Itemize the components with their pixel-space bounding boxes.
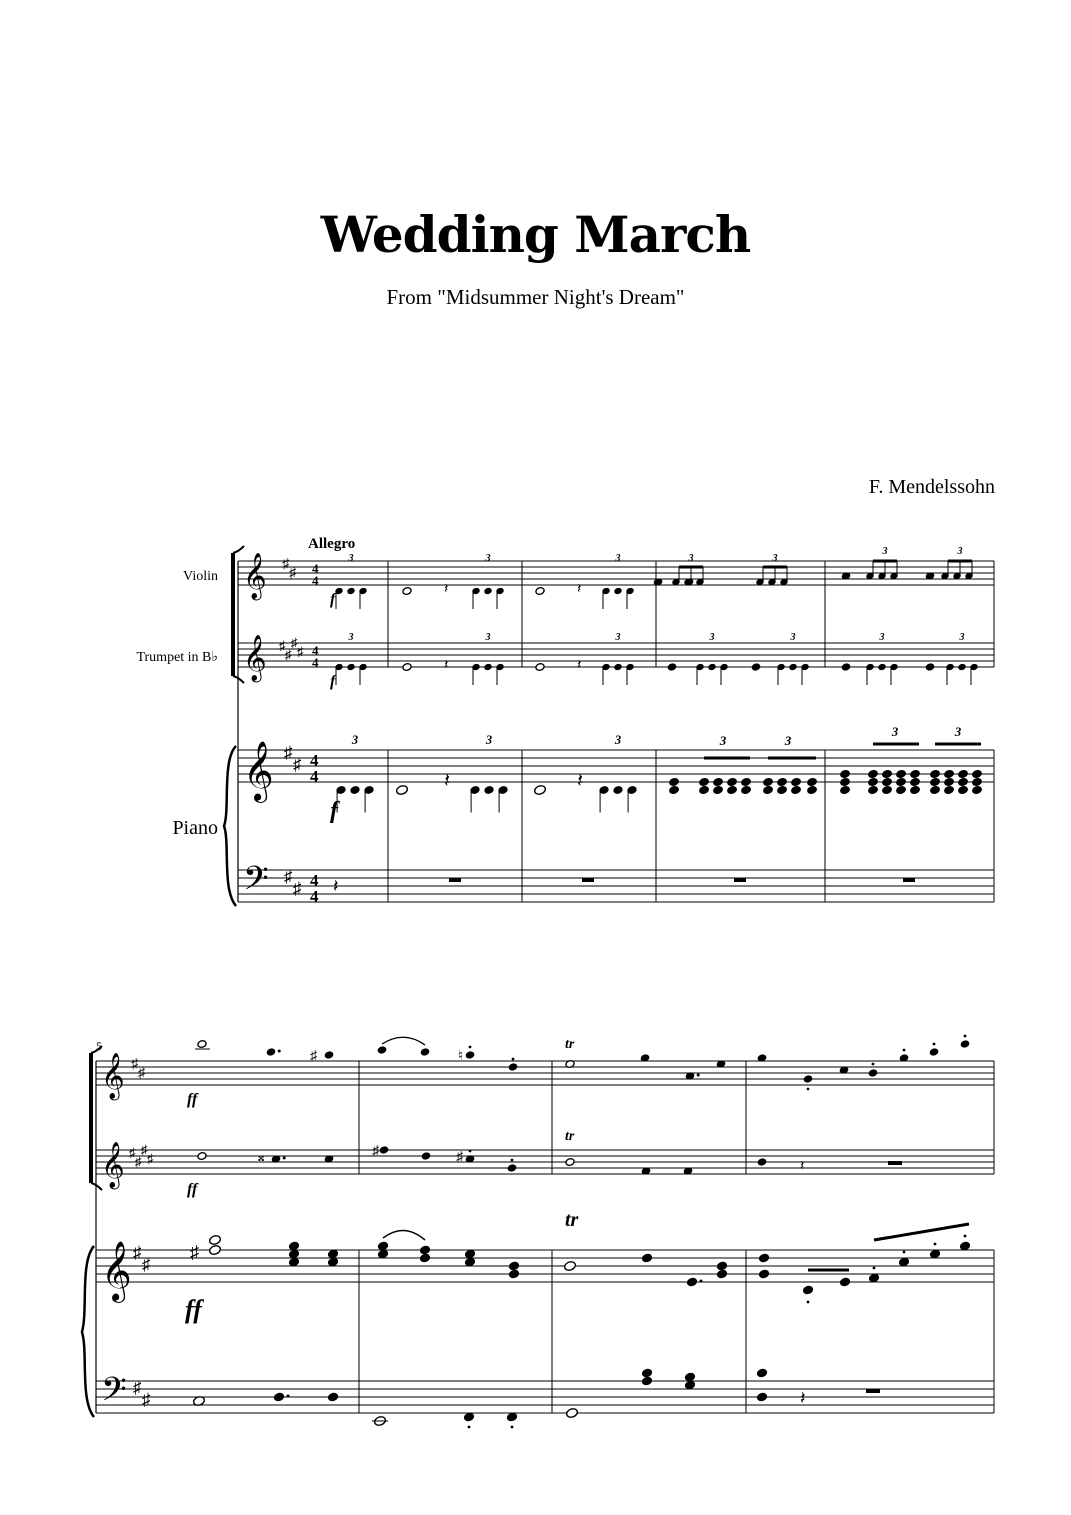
key-signature-trumpet — [279, 635, 304, 662]
piano-bass-staff — [96, 1381, 994, 1413]
note-head — [614, 587, 623, 595]
svg-text:4: 4 — [310, 871, 319, 890]
tuplet-number: 3 — [615, 553, 621, 564]
treble-clef-icon: 𝄞 — [243, 635, 267, 680]
page-subtitle: From "Midsummer Night's Dream" — [386, 285, 685, 309]
note-head — [839, 1277, 851, 1288]
svg-text:4: 4 — [310, 887, 319, 906]
tuplet-number: 3 — [891, 724, 899, 739]
note-head — [957, 777, 968, 787]
note-head — [327, 1392, 339, 1403]
note-head — [197, 1040, 207, 1049]
svg-text:♯: ♯ — [279, 638, 286, 653]
whole-rest-icon — [866, 1389, 880, 1393]
trill-marking: tr — [565, 1129, 575, 1144]
note-head — [776, 785, 787, 795]
quarter-rest-icon: 𝄽 — [444, 658, 449, 673]
note-head — [929, 769, 940, 779]
sharp-icon: ♯ — [310, 1049, 317, 1064]
dynamic-forte: f — [330, 798, 338, 824]
staccato-dot — [934, 1243, 937, 1246]
trumpet-staff — [96, 1150, 994, 1174]
note-head — [508, 1063, 518, 1072]
trumpet-staff — [238, 643, 994, 667]
note-head — [971, 769, 982, 779]
note-head — [740, 777, 751, 787]
svg-text:♯: ♯ — [285, 647, 292, 662]
tuplet-number: 3 — [485, 632, 491, 643]
note-head — [943, 785, 954, 795]
violin-staff — [238, 561, 994, 585]
note-head — [698, 777, 709, 787]
staccato-dot — [512, 1058, 515, 1061]
note-head — [790, 785, 801, 795]
tuplet-number: 3 — [485, 553, 491, 564]
key-signature-piano-bass — [284, 867, 302, 898]
whole-rest-icon — [449, 878, 461, 882]
treble-clef-icon: 𝄞 — [101, 1142, 125, 1187]
tuplet-number: 3 — [709, 632, 715, 643]
note-head — [881, 785, 892, 795]
key-signature-piano-treble — [133, 1243, 151, 1274]
note-head — [839, 785, 850, 795]
note-head — [909, 777, 920, 787]
note-head — [895, 777, 906, 787]
note-head — [402, 663, 412, 672]
svg-text:4: 4 — [310, 767, 319, 786]
note-head — [668, 777, 679, 787]
note-head — [614, 663, 623, 671]
staccato-dot — [872, 1063, 875, 1066]
label-trumpet: Trumpet in B♭ — [136, 650, 218, 665]
svg-text:♯: ♯ — [293, 879, 302, 898]
tuplet-number: 3 — [959, 632, 965, 643]
note-head — [708, 663, 717, 671]
note-head — [535, 663, 545, 672]
quarter-rest-icon: 𝄽 — [577, 658, 582, 673]
augmentation-dot — [287, 1395, 290, 1398]
whole-rest-icon — [734, 878, 746, 882]
quarter-rest-icon: 𝄽 — [800, 1159, 805, 1174]
svg-text:♯: ♯ — [284, 867, 293, 886]
note-head — [957, 785, 968, 795]
notes-system-2 — [190, 1035, 971, 1429]
note-head — [421, 1152, 431, 1161]
note-head — [929, 785, 940, 795]
quarter-rest-icon: 𝄽 — [800, 1388, 806, 1408]
note-head — [971, 785, 982, 795]
staccato-dot — [964, 1035, 967, 1038]
tuplet-number: 3 — [615, 632, 621, 643]
svg-text:♯: ♯ — [282, 557, 289, 572]
svg-text:4: 4 — [312, 643, 319, 658]
treble-clef-icon: 𝄞 — [243, 553, 267, 598]
tuplet-number: 3 — [954, 724, 962, 739]
note-head — [806, 777, 817, 787]
note-head — [507, 1164, 517, 1173]
note-head — [758, 1269, 770, 1280]
svg-text:♯: ♯ — [141, 1142, 148, 1157]
note-head — [273, 1392, 285, 1403]
tuplet-number: 3 — [790, 632, 796, 643]
sharp-icon: ♯ — [372, 1144, 379, 1159]
staccato-dot — [511, 1426, 514, 1429]
augmentation-dot — [283, 1157, 286, 1160]
note-head — [806, 785, 817, 795]
dynamic-forte: f — [330, 591, 336, 608]
note-head — [839, 777, 850, 787]
tuplet-number: 3 — [348, 632, 354, 643]
tuplet-number: 3 — [784, 733, 792, 748]
note-head — [839, 769, 850, 779]
svg-text:4: 4 — [312, 561, 319, 576]
note-head — [878, 663, 887, 671]
staccato-dot — [511, 1159, 514, 1162]
note-head — [347, 663, 356, 671]
staccato-dot — [933, 1043, 936, 1046]
note-head — [943, 769, 954, 779]
note-head — [726, 785, 737, 795]
note-head — [762, 777, 773, 787]
treble-clef-icon: 𝄞 — [101, 1243, 132, 1300]
note-head — [716, 1261, 728, 1272]
tuplet-number: 3 — [614, 733, 622, 747]
note-head — [867, 785, 878, 795]
treble-clef-icon: 𝄞 — [101, 1053, 125, 1098]
barlines-ensemble — [359, 1061, 994, 1174]
note-head — [803, 1075, 813, 1084]
dynamic-fortissimo: ff — [185, 1295, 202, 1324]
note-head — [929, 1048, 939, 1057]
piano-treble-staff — [96, 1250, 994, 1282]
staccato-dot — [873, 1267, 876, 1270]
page-title: Wedding March — [320, 205, 751, 264]
quarter-rest-icon: 𝄽 — [444, 582, 449, 597]
augmentation-dot — [700, 1280, 703, 1283]
svg-text:♯: ♯ — [297, 644, 304, 659]
svg-text:♯: ♯ — [131, 1057, 138, 1072]
note-head — [712, 777, 723, 787]
tuplet-number: 3 — [879, 632, 885, 643]
note-head — [757, 1158, 767, 1167]
note-head — [776, 777, 787, 787]
bass-clef-icon: 𝄢 — [101, 1371, 127, 1416]
whole-rest-icon — [888, 1161, 902, 1165]
note-head — [563, 1260, 576, 1271]
natural-icon: ♮ — [458, 1049, 464, 1064]
note-head — [395, 784, 408, 795]
note-head — [465, 1051, 475, 1060]
dynamic-fortissimo: ff — [187, 1181, 198, 1198]
note-head — [347, 587, 356, 595]
notes-system-1 — [333, 546, 983, 896]
time-signature — [310, 561, 319, 906]
note-head — [484, 663, 493, 671]
note-head — [925, 663, 935, 672]
whole-rest-icon — [903, 878, 915, 882]
note-head — [686, 1277, 698, 1288]
note-head — [641, 1368, 653, 1379]
note-head — [958, 663, 967, 671]
note-head — [960, 1040, 970, 1049]
note-head — [881, 769, 892, 779]
staccato-dot — [469, 1150, 472, 1153]
note-head — [895, 785, 906, 795]
composer-name: F. Mendelssohn — [868, 476, 995, 498]
note-head — [484, 587, 493, 595]
staccato-dot — [903, 1251, 906, 1254]
note-head — [756, 1368, 768, 1379]
note-head — [841, 663, 851, 672]
note-head — [535, 587, 545, 596]
label-piano: Piano — [172, 817, 218, 839]
augmentation-dot — [697, 1074, 700, 1077]
dynamic-fortissimo: ff — [187, 1091, 198, 1108]
svg-text:♯: ♯ — [291, 635, 298, 650]
tuplet-number: 3 — [348, 553, 354, 564]
note-head — [197, 1152, 207, 1161]
slur — [382, 1037, 425, 1045]
svg-text:♯: ♯ — [138, 1066, 145, 1081]
note-head — [762, 785, 773, 795]
staccato-dot — [468, 1426, 471, 1429]
violin-staff — [96, 1061, 994, 1085]
tuplet-number: 3 — [688, 553, 694, 564]
treble-clef-icon: 𝄞 — [243, 743, 274, 800]
note-head — [377, 1046, 387, 1055]
whole-rest-icon — [582, 878, 594, 882]
measure-number: 5 — [96, 1039, 102, 1053]
note-head — [402, 587, 412, 596]
double-sharp-icon: 𝄪 — [258, 1150, 265, 1165]
svg-text:♯: ♯ — [129, 1145, 136, 1160]
bass-clef-icon: 𝄢 — [243, 860, 269, 905]
staccato-dot — [807, 1301, 810, 1304]
note-head — [419, 1245, 431, 1256]
tuplet-number: 3 — [957, 546, 963, 557]
slur — [383, 1230, 425, 1240]
note-head — [929, 777, 940, 787]
quarter-rest-icon: 𝄽 — [577, 770, 584, 792]
system-2 — [82, 1046, 994, 1417]
note-head — [266, 1048, 276, 1057]
staccato-dot — [807, 1088, 810, 1091]
note-head — [971, 777, 982, 787]
note-head — [789, 663, 798, 671]
note-head — [379, 1146, 389, 1155]
tuplet-number: 3 — [485, 733, 493, 747]
note-head — [667, 663, 677, 672]
note-head — [350, 785, 361, 795]
note-head — [751, 663, 761, 672]
quarter-rest-icon: 𝄽 — [577, 582, 582, 597]
piano-brace — [82, 1246, 94, 1417]
note-head — [712, 785, 723, 795]
svg-text:4: 4 — [312, 573, 319, 588]
svg-text:♯: ♯ — [284, 743, 293, 762]
note-head — [957, 769, 968, 779]
staccato-dot — [469, 1046, 472, 1049]
svg-text:♯: ♯ — [293, 755, 302, 774]
svg-text:4: 4 — [310, 751, 319, 770]
svg-text:♯: ♯ — [142, 1255, 151, 1274]
note-head — [909, 769, 920, 779]
note-head — [943, 777, 954, 787]
staccato-dot — [964, 1235, 967, 1238]
tuplet-number: 3 — [719, 733, 727, 748]
note-head — [208, 1244, 221, 1255]
note-head — [758, 1253, 770, 1264]
key-signature-trumpet — [129, 1142, 154, 1169]
sharp-icon: ♯ — [456, 1150, 463, 1165]
note-head — [909, 785, 920, 795]
trill-marking: tr — [565, 1209, 579, 1231]
note-head — [613, 785, 624, 795]
svg-text:♯: ♯ — [147, 1151, 154, 1166]
sharp-icon: ♯ — [190, 1242, 199, 1262]
svg-text:♯: ♯ — [289, 566, 296, 581]
system-1 — [224, 546, 994, 906]
augmentation-dot — [278, 1050, 281, 1053]
note-head — [641, 1253, 653, 1264]
tuplet-number: 3 — [772, 553, 778, 564]
note-head — [740, 785, 751, 795]
staccato-dot — [903, 1049, 906, 1052]
quarter-rest-icon: 𝄽 — [333, 876, 339, 896]
svg-text:♯: ♯ — [133, 1378, 142, 1397]
tuplet-number: 3 — [882, 546, 888, 557]
note-head — [881, 777, 892, 787]
svg-text:♯: ♯ — [142, 1390, 151, 1409]
key-signature-piano-treble — [284, 743, 302, 774]
note-head — [895, 769, 906, 779]
svg-text:♯: ♯ — [135, 1154, 142, 1169]
piano-treble-staff — [238, 750, 994, 782]
note-head — [867, 769, 878, 779]
note-head — [533, 784, 546, 795]
quarter-rest-icon: 𝄽 — [444, 770, 451, 792]
note-head — [867, 777, 878, 787]
label-violin: Violin — [183, 569, 218, 584]
note-beam — [874, 1224, 969, 1240]
note-head — [419, 1253, 431, 1264]
note-head — [698, 785, 709, 795]
key-signature-piano-bass — [133, 1378, 151, 1409]
note-head — [420, 1048, 430, 1057]
note-head — [726, 777, 737, 787]
note-head — [756, 1392, 768, 1403]
note-head — [802, 1285, 814, 1296]
dynamic-forte: f — [330, 673, 336, 690]
piano-bass-staff — [238, 870, 994, 902]
svg-text:4: 4 — [312, 655, 319, 670]
note-head — [508, 1261, 520, 1272]
note-head — [641, 1376, 653, 1387]
note-head — [716, 1269, 728, 1280]
note-head — [668, 785, 679, 795]
tuplet-number: 3 — [351, 733, 359, 747]
note-head — [868, 1069, 878, 1078]
svg-text:♯: ♯ — [133, 1243, 142, 1262]
note-head — [324, 1051, 334, 1060]
note-head — [484, 785, 495, 795]
trill-marking: tr — [565, 1037, 575, 1052]
note-head — [565, 1158, 575, 1167]
note-head — [208, 1234, 221, 1245]
note-head — [790, 777, 801, 787]
tempo-marking: Allegro — [308, 536, 356, 552]
note-head — [565, 1407, 578, 1418]
piano-brace — [224, 746, 236, 906]
note-head — [508, 1269, 520, 1280]
